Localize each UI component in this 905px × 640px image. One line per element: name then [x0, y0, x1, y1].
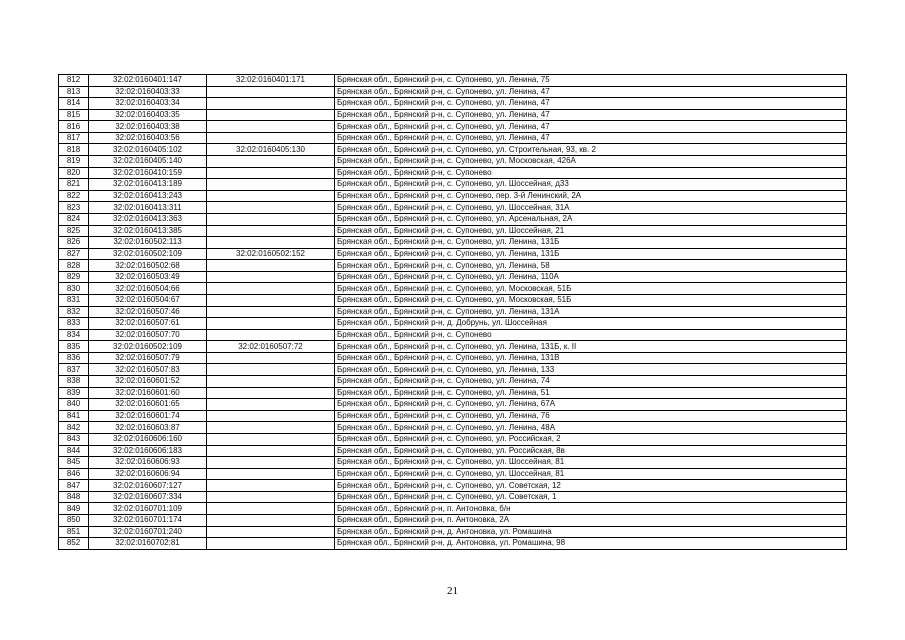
parent-cadastral-number-cell: 32:02:0160507:72 — [207, 341, 335, 353]
cadastral-number-cell: 32:02:0160607:334 — [89, 491, 207, 503]
table-row — [59, 352, 847, 364]
address-cell: Брянская обл., Брянский р-н, с. Супонево, ул. Ленина, 131Б, к. II — [335, 341, 847, 353]
cadastral-number-cell: 32:02:0160701:240 — [89, 526, 207, 538]
parent-cadastral-number-cell — [207, 98, 335, 110]
address-cell: Брянская обл., Брянский р-н, с. Супонево — [335, 329, 847, 341]
address-cell: Брянская обл., Брянский р-н, п. Антоновка, б/н — [335, 503, 847, 515]
parent-cadastral-number-cell — [207, 503, 335, 515]
parent-cadastral-number-cell — [207, 433, 335, 445]
row-number-cell: 826 — [59, 237, 89, 249]
table-row — [59, 225, 847, 237]
parent-cadastral-number-cell — [207, 190, 335, 202]
address-cell: Брянская обл., Брянский р-н, с. Супонево, ул. Московская, 51Б — [335, 283, 847, 295]
parent-cadastral-number-cell — [207, 364, 335, 376]
cadastral-number-cell: 32:02:0160601:74 — [89, 410, 207, 422]
table-row — [59, 364, 847, 376]
cadastral-number-cell: 32:02:0160403:34 — [89, 98, 207, 110]
row-number-cell: 850 — [59, 514, 89, 526]
row-number-cell: 848 — [59, 491, 89, 503]
cadastral-number-cell: 32:02:0160606:183 — [89, 445, 207, 457]
row-number-cell: 815 — [59, 109, 89, 121]
row-number-cell: 821 — [59, 179, 89, 191]
parent-cadastral-number-cell — [207, 179, 335, 191]
row-number-cell: 831 — [59, 294, 89, 306]
cadastral-number-cell: 32:02:0160507:46 — [89, 306, 207, 318]
table-row — [59, 156, 847, 168]
address-cell: Брянская обл., Брянский р-н, с. Супонево, ул. Российская, 2 — [335, 433, 847, 445]
address-cell: Брянская обл., Брянский р-н, с. Супонево, ул. Шоссейная, 21 — [335, 225, 847, 237]
parent-cadastral-number-cell — [207, 457, 335, 469]
row-number-cell: 828 — [59, 260, 89, 272]
table-row — [59, 190, 847, 202]
address-cell: Брянская обл., Брянский р-н, с. Супонево, ул. Ленина, 47 — [335, 109, 847, 121]
parent-cadastral-number-cell — [207, 121, 335, 133]
parent-cadastral-number-cell — [207, 225, 335, 237]
parent-cadastral-number-cell — [207, 86, 335, 98]
row-number-cell: 822 — [59, 190, 89, 202]
row-number-cell: 836 — [59, 352, 89, 364]
row-number-cell: 837 — [59, 364, 89, 376]
parent-cadastral-number-cell — [207, 109, 335, 121]
row-number-cell: 851 — [59, 526, 89, 538]
cadastral-table — [58, 74, 847, 550]
table-row — [59, 144, 847, 156]
row-number-cell: 818 — [59, 144, 89, 156]
cadastral-number-cell: 32:02:0160607:127 — [89, 480, 207, 492]
parent-cadastral-number-cell — [207, 514, 335, 526]
address-cell: Брянская обл., Брянский р-н, с. Супонево, ул. Строительная, 93, кв. 2 — [335, 144, 847, 156]
cadastral-number-cell: 32:02:0160606:93 — [89, 457, 207, 469]
address-cell: Брянская обл., Брянский р-н, д. Антоновка, ул. Ромашина, 98 — [335, 538, 847, 550]
parent-cadastral-number-cell — [207, 271, 335, 283]
parent-cadastral-number-cell: 32:02:0160405:130 — [207, 144, 335, 156]
row-number-cell: 834 — [59, 329, 89, 341]
address-cell: Брянская обл., Брянский р-н, с. Супонево, ул. Российская, 8в — [335, 445, 847, 457]
address-cell: Брянская обл., Брянский р-н, с. Супонево, ул. Ленина, 48А — [335, 422, 847, 434]
parent-cadastral-number-cell — [207, 167, 335, 179]
cadastral-number-cell: 32:02:0160507:79 — [89, 352, 207, 364]
parent-cadastral-number-cell — [207, 329, 335, 341]
cadastral-number-cell: 32:02:0160601:60 — [89, 387, 207, 399]
address-cell: Брянская обл., Брянский р-н, с. Супонево, ул. Шоссейная, 31А — [335, 202, 847, 214]
address-cell: Брянская обл., Брянский р-н, с. Супонево, ул. Московская, 426А — [335, 156, 847, 168]
address-cell: Брянская обл., Брянский р-н, с. Супонево, ул. Ленина, 47 — [335, 86, 847, 98]
cadastral-number-cell: 32:02:0160405:102 — [89, 144, 207, 156]
row-number-cell: 816 — [59, 121, 89, 133]
address-cell: Брянская обл., Брянский р-н, с. Супонево, ул. Ленина, 76 — [335, 410, 847, 422]
row-number-cell: 824 — [59, 213, 89, 225]
table-row — [59, 538, 847, 550]
parent-cadastral-number-cell — [207, 468, 335, 480]
parent-cadastral-number-cell — [207, 213, 335, 225]
address-cell: Брянская обл., Брянский р-н, с. Супонево — [335, 167, 847, 179]
table-row — [59, 86, 847, 98]
table-row — [59, 399, 847, 411]
parent-cadastral-number-cell — [207, 387, 335, 399]
table-row — [59, 121, 847, 133]
table-row — [59, 387, 847, 399]
table-row — [59, 422, 847, 434]
cadastral-number-cell: 32:02:0160403:38 — [89, 121, 207, 133]
table-row — [59, 98, 847, 110]
table-row — [59, 329, 847, 341]
row-number-cell: 819 — [59, 156, 89, 168]
address-cell: Брянская обл., Брянский р-н, с. Супонево, ул. Ленина, 47 — [335, 121, 847, 133]
cadastral-number-cell: 32:02:0160502:113 — [89, 237, 207, 249]
row-number-cell: 812 — [59, 75, 89, 87]
cadastral-number-cell: 32:02:0160601:52 — [89, 376, 207, 388]
address-cell: Брянская обл., Брянский р-н, с. Супонево, ул. Шоссейная, д33 — [335, 179, 847, 191]
row-number-cell: 838 — [59, 376, 89, 388]
address-cell: Брянская обл., Брянский р-н, с. Супонево, ул. Ленина, 67А — [335, 399, 847, 411]
table-row — [59, 514, 847, 526]
row-number-cell: 814 — [59, 98, 89, 110]
cadastral-number-cell: 32:02:0160413:189 — [89, 179, 207, 191]
table-row — [59, 248, 847, 260]
row-number-cell: 823 — [59, 202, 89, 214]
parent-cadastral-number-cell — [207, 318, 335, 330]
parent-cadastral-number-cell — [207, 422, 335, 434]
row-number-cell: 852 — [59, 538, 89, 550]
row-number-cell: 829 — [59, 271, 89, 283]
table-row — [59, 468, 847, 480]
table-row — [59, 376, 847, 388]
cadastral-number-cell: 32:02:0160702:81 — [89, 538, 207, 550]
address-cell: Брянская обл., Брянский р-н, с. Супонево, ул. Ленина, 131А — [335, 306, 847, 318]
row-number-cell: 847 — [59, 480, 89, 492]
table-row — [59, 213, 847, 225]
row-number-cell: 842 — [59, 422, 89, 434]
row-number-cell: 817 — [59, 132, 89, 144]
cadastral-number-cell: 32:02:0160606:160 — [89, 433, 207, 445]
table-row — [59, 179, 847, 191]
cadastral-number-cell: 32:02:0160413:311 — [89, 202, 207, 214]
parent-cadastral-number-cell — [207, 260, 335, 272]
cadastral-number-cell: 32:02:0160603:87 — [89, 422, 207, 434]
address-cell: Брянская обл., Брянский р-н, с. Супонево, ул. Шоссейная, 81 — [335, 457, 847, 469]
table-row — [59, 167, 847, 179]
row-number-cell: 844 — [59, 445, 89, 457]
cadastral-number-cell: 32:02:0160403:56 — [89, 132, 207, 144]
address-cell: Брянская обл., Брянский р-н, с. Супонево, ул. Ленина, 58 — [335, 260, 847, 272]
row-number-cell: 840 — [59, 399, 89, 411]
parent-cadastral-number-cell: 32:02:0160502:152 — [207, 248, 335, 260]
address-cell: Брянская обл., Брянский р-н, с. Супонево, ул. Ленина, 133 — [335, 364, 847, 376]
table-row — [59, 526, 847, 538]
table-row — [59, 283, 847, 295]
row-number-cell: 843 — [59, 433, 89, 445]
address-cell: Брянская обл., Брянский р-н, с. Супонево, ул. Шоссейная, 81 — [335, 468, 847, 480]
table-row — [59, 433, 847, 445]
row-number-cell: 846 — [59, 468, 89, 480]
parent-cadastral-number-cell — [207, 538, 335, 550]
parent-cadastral-number-cell — [207, 445, 335, 457]
cadastral-number-cell: 32:02:0160502:109 — [89, 341, 207, 353]
address-cell: Брянская обл., Брянский р-н, с. Супонево, ул. Ленина, 75 — [335, 75, 847, 87]
address-cell: Брянская обл., Брянский р-н, с. Супонево, ул. Ленина, 51 — [335, 387, 847, 399]
cadastral-number-cell: 32:02:0160701:109 — [89, 503, 207, 515]
address-cell: Брянская обл., Брянский р-н, с. Супонево, ул. Арсенальная, 2А — [335, 213, 847, 225]
row-number-cell: 820 — [59, 167, 89, 179]
cadastral-number-cell: 32:02:0160606:94 — [89, 468, 207, 480]
row-number-cell: 845 — [59, 457, 89, 469]
table-row — [59, 503, 847, 515]
parent-cadastral-number-cell — [207, 156, 335, 168]
table-row — [59, 109, 847, 121]
address-cell: Брянская обл., Брянский р-н, с. Супонево, ул. Ленина, 131В — [335, 352, 847, 364]
table-row — [59, 341, 847, 353]
table-row — [59, 132, 847, 144]
cadastral-number-cell: 32:02:0160503:49 — [89, 271, 207, 283]
cadastral-table-body — [59, 75, 847, 550]
row-number-cell: 839 — [59, 387, 89, 399]
cadastral-number-cell: 32:02:0160405:140 — [89, 156, 207, 168]
row-number-cell: 825 — [59, 225, 89, 237]
cadastral-number-cell: 32:02:0160507:61 — [89, 318, 207, 330]
table-row — [59, 237, 847, 249]
address-cell: Брянская обл., Брянский р-н, с. Супонево, пер. 3-й Ленинский, 2А — [335, 190, 847, 202]
table-row — [59, 294, 847, 306]
parent-cadastral-number-cell: 32:02:0160401:171 — [207, 75, 335, 87]
parent-cadastral-number-cell — [207, 352, 335, 364]
cadastral-number-cell: 32:02:0160507:70 — [89, 329, 207, 341]
cadastral-number-cell: 32:02:0160413:243 — [89, 190, 207, 202]
cadastral-number-cell: 32:02:0160701:174 — [89, 514, 207, 526]
table-row — [59, 480, 847, 492]
cadastral-number-cell: 32:02:0160601:65 — [89, 399, 207, 411]
cadastral-number-cell: 32:02:0160502:68 — [89, 260, 207, 272]
row-number-cell: 841 — [59, 410, 89, 422]
table-row — [59, 202, 847, 214]
parent-cadastral-number-cell — [207, 526, 335, 538]
cadastral-number-cell: 32:02:0160507:83 — [89, 364, 207, 376]
parent-cadastral-number-cell — [207, 283, 335, 295]
address-cell: Брянская обл., Брянский р-н, с. Супонево, ул. Ленина, 47 — [335, 98, 847, 110]
address-cell: Брянская обл., Брянский р-н, с. Супонево, ул. Ленина, 110А — [335, 271, 847, 283]
address-cell: Брянская обл., Брянский р-н, с. Супонево, ул. Московская, 51Б — [335, 294, 847, 306]
table-row — [59, 491, 847, 503]
row-number-cell: 830 — [59, 283, 89, 295]
parent-cadastral-number-cell — [207, 237, 335, 249]
parent-cadastral-number-cell — [207, 294, 335, 306]
cadastral-number-cell: 32:02:0160502:109 — [89, 248, 207, 260]
cadastral-number-cell: 32:02:0160413:363 — [89, 213, 207, 225]
parent-cadastral-number-cell — [207, 376, 335, 388]
row-number-cell: 835 — [59, 341, 89, 353]
cadastral-number-cell: 32:02:0160504:66 — [89, 283, 207, 295]
parent-cadastral-number-cell — [207, 491, 335, 503]
table-row — [59, 75, 847, 87]
row-number-cell: 813 — [59, 86, 89, 98]
table-row — [59, 457, 847, 469]
table-row — [59, 271, 847, 283]
cadastral-number-cell: 32:02:0160413:385 — [89, 225, 207, 237]
address-cell: Брянская обл., Брянский р-н, с. Супонево, ул. Ленина, 47 — [335, 132, 847, 144]
row-number-cell: 833 — [59, 318, 89, 330]
cadastral-number-cell: 32:02:0160410:159 — [89, 167, 207, 179]
address-cell: Брянская обл., Брянский р-н, с. Супонево, ул. Советская, 12 — [335, 480, 847, 492]
row-number-cell: 849 — [59, 503, 89, 515]
address-cell: Брянская обл., Брянский р-н, с. Супонево, ул. Ленина, 131Б — [335, 237, 847, 249]
parent-cadastral-number-cell — [207, 410, 335, 422]
cadastral-number-cell: 32:02:0160403:35 — [89, 109, 207, 121]
table-row — [59, 445, 847, 457]
parent-cadastral-number-cell — [207, 306, 335, 318]
page-number: 21 — [447, 585, 458, 597]
table-row — [59, 260, 847, 272]
parent-cadastral-number-cell — [207, 399, 335, 411]
parent-cadastral-number-cell — [207, 480, 335, 492]
address-cell: Брянская обл., Брянский р-н, с. Супонево, ул. Ленина, 131Б — [335, 248, 847, 260]
cadastral-number-cell: 32:02:0160403:33 — [89, 86, 207, 98]
table-row — [59, 410, 847, 422]
cadastral-number-cell: 32:02:0160504:67 — [89, 294, 207, 306]
parent-cadastral-number-cell — [207, 132, 335, 144]
row-number-cell: 827 — [59, 248, 89, 260]
table-row — [59, 306, 847, 318]
parent-cadastral-number-cell — [207, 202, 335, 214]
address-cell: Брянская обл., Брянский р-н, д. Антоновка, ул. Ромашина — [335, 526, 847, 538]
address-cell: Брянская обл., Брянский р-н, с. Супонево, ул. Ленина, 74 — [335, 376, 847, 388]
cadastral-number-cell: 32:02:0160401:147 — [89, 75, 207, 87]
address-cell: Брянская обл., Брянский р-н, п. Антоновка, 2А — [335, 514, 847, 526]
address-cell: Брянская обл., Брянский р-н, д. Добрунь, ул. Шоссейная — [335, 318, 847, 330]
table-row — [59, 318, 847, 330]
address-cell: Брянская обл., Брянский р-н, с. Супонево, ул. Советская, 1 — [335, 491, 847, 503]
row-number-cell: 832 — [59, 306, 89, 318]
